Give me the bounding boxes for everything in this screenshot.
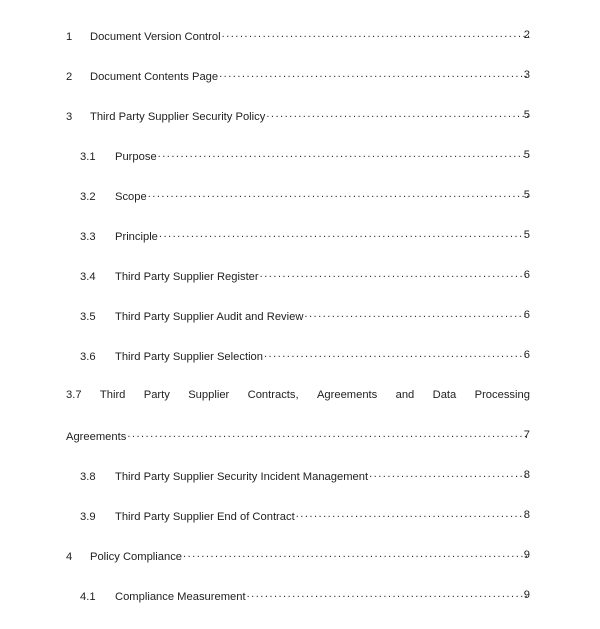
page-title xyxy=(0,0,600,1)
toc-entry-number: 3.1 xyxy=(80,151,96,164)
toc-entry[interactable] xyxy=(0,509,600,549)
toc-entry-number: 3 xyxy=(66,111,73,124)
toc-entry-line-2 xyxy=(66,429,530,443)
toc-entry-title-word: and xyxy=(395,389,415,401)
toc-entry-title-word: Party xyxy=(143,389,170,401)
toc-entry[interactable] xyxy=(0,269,600,309)
dot-leader xyxy=(260,269,529,280)
toc-entry-page: 9 xyxy=(523,589,530,601)
toc-entry[interactable] xyxy=(0,389,600,469)
toc-entry-number: 3.8 xyxy=(80,471,96,484)
toc-entry-number: 2 xyxy=(66,71,73,84)
toc-entry-page: 5 xyxy=(523,109,530,121)
toc-entry-title-word: Third xyxy=(99,389,126,401)
toc-entry-page: 6 xyxy=(523,309,530,321)
toc-entry-title[interactable]: Third Party Supplier Security Policy xyxy=(90,111,266,124)
dot-leader xyxy=(159,229,529,240)
toc-entry-title[interactable]: Third Party Supplier End of Contract xyxy=(115,511,295,524)
toc-entry[interactable] xyxy=(0,349,600,389)
toc-entry-page: 8 xyxy=(523,469,530,481)
toc-entry[interactable] xyxy=(0,149,600,189)
toc-entry-page: 9 xyxy=(523,549,530,561)
toc-entry-number: 3.4 xyxy=(80,271,96,284)
dot-leader xyxy=(148,189,529,200)
table-of-contents xyxy=(0,29,600,629)
toc-entry-number: 3.2 xyxy=(80,191,96,204)
toc-entry-title[interactable]: Purpose xyxy=(115,151,157,164)
toc-entry-title-word: Agreements xyxy=(316,389,378,401)
toc-entry-page: 5 xyxy=(523,229,530,241)
toc-entry-title-word: Processing xyxy=(474,389,530,401)
toc-entry-number: 4.1 xyxy=(80,591,96,604)
toc-entry-number: 3.7 xyxy=(66,389,82,401)
toc-entry-number: 3.5 xyxy=(80,311,96,324)
toc-entry-title[interactable]: Document Version Control xyxy=(90,31,221,44)
dot-leader xyxy=(266,109,529,120)
toc-entry[interactable] xyxy=(0,29,600,69)
toc-entry-page: 5 xyxy=(523,149,530,161)
toc-entry-number: 4 xyxy=(66,551,73,564)
toc-entry-title[interactable]: Scope xyxy=(115,191,147,204)
toc-entry-title[interactable]: Third Party Supplier Selection xyxy=(115,351,263,364)
toc-entry[interactable] xyxy=(0,309,600,349)
toc-entry-title[interactable]: Third Party Supplier Register xyxy=(115,271,259,284)
toc-entry-title[interactable]: Third Party Supplier Audit and Review xyxy=(115,311,304,324)
dot-leader xyxy=(127,429,529,440)
toc-entry-number: 1 xyxy=(66,31,73,44)
toc-entry-title[interactable]: Third Party Supplier Security Incident Management xyxy=(115,471,369,484)
toc-entry-title-word: Supplier xyxy=(188,389,230,401)
toc-entry[interactable] xyxy=(0,69,600,109)
toc-entry[interactable] xyxy=(0,109,600,149)
toc-entry-title[interactable]: Compliance Measurement xyxy=(115,591,246,604)
toc-entry-number: 3.9 xyxy=(80,511,96,524)
dot-leader xyxy=(219,69,529,80)
toc-entry[interactable] xyxy=(0,189,600,229)
toc-entry-page: 8 xyxy=(523,509,530,521)
toc-entry-title[interactable]: Principle xyxy=(115,231,158,244)
toc-entry[interactable] xyxy=(0,229,600,269)
toc-entry[interactable] xyxy=(0,549,600,589)
dot-leader xyxy=(369,469,529,480)
toc-entry-page: 6 xyxy=(523,269,530,281)
dot-leader xyxy=(183,549,529,560)
toc-entry-page: 7 xyxy=(523,429,530,441)
dot-leader xyxy=(222,29,529,40)
toc-entry[interactable] xyxy=(0,589,600,629)
dot-leader xyxy=(264,349,529,360)
dot-leader xyxy=(304,309,529,320)
toc-entry-page: 3 xyxy=(523,69,530,81)
toc-entry[interactable] xyxy=(0,469,600,509)
toc-entry-title-word: Contracts, xyxy=(247,389,299,401)
toc-entry-page: 5 xyxy=(523,189,530,201)
toc-entry-number: 3.6 xyxy=(80,351,96,364)
dot-leader xyxy=(158,149,529,160)
toc-entry-title-continuation[interactable]: Agreements xyxy=(66,431,127,444)
dot-leader xyxy=(296,509,529,520)
toc-entry-title[interactable]: Document Contents Page xyxy=(90,71,219,84)
toc-entry-number: 3.3 xyxy=(80,231,96,244)
toc-entry-page: 6 xyxy=(523,349,530,361)
toc-entry-line-1 xyxy=(66,389,530,401)
dot-leader xyxy=(247,589,529,600)
toc-entry-page: 2 xyxy=(523,29,530,41)
toc-entry-title-word: Data xyxy=(432,389,457,401)
toc-entry-title[interactable]: Policy Compliance xyxy=(90,551,183,564)
